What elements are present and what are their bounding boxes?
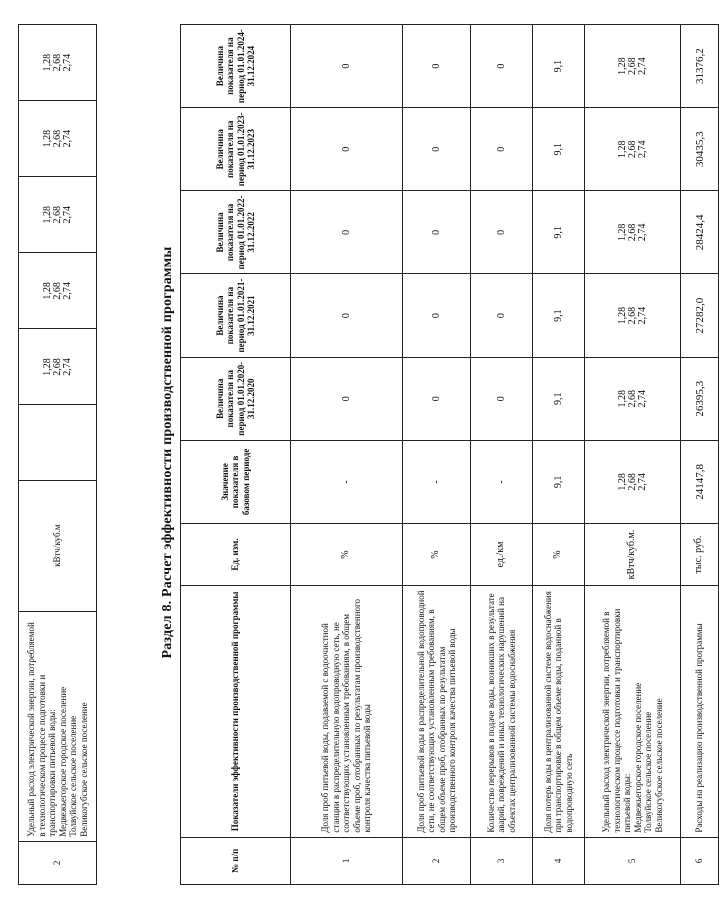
header-indicator: Показатели эффективности производственной программы	[181, 586, 291, 838]
value-line: 2,74	[61, 53, 73, 72]
indicator-cell	[471, 586, 533, 838]
value-cell: 9,1	[533, 274, 585, 357]
place-name: Великогубское сельское поселение	[653, 698, 664, 833]
unit-cell: кВтч/куб.м	[19, 480, 97, 611]
value-cell	[585, 25, 681, 108]
value-cell: 0	[403, 191, 471, 274]
value-line: 2,74	[636, 389, 648, 408]
base-cell	[19, 405, 97, 480]
place-name: Толвуйское сельское поселение	[643, 711, 653, 833]
indicator-text: Доля потерь воды в централизованной системе водоснабжения при транспортировке в общем объеме воды, поданной в водопроводную сеть	[542, 591, 574, 833]
value-cell: 9,1	[533, 25, 585, 108]
value-cell: 9,1	[533, 357, 585, 440]
base-cell: 9,1	[533, 440, 585, 523]
value-list	[43, 333, 73, 400]
unit-cell: %	[533, 523, 585, 585]
value-cell: 0	[471, 25, 533, 108]
value-line: 2,68	[51, 129, 63, 148]
value-cell: 27282,0	[681, 274, 719, 357]
header-2021: Величина показателя на период 01.01.2021-31.12.2021	[181, 274, 291, 357]
value-line: 2,74	[636, 306, 648, 325]
header-2022: Величина показателя на период 01.01.2022-31.12.2022	[181, 191, 291, 274]
indicator-cell	[533, 586, 585, 838]
value-cell: 28424,4	[681, 191, 719, 274]
row-number: 3	[471, 837, 533, 884]
value-list	[43, 105, 73, 172]
value-cell: 0	[471, 357, 533, 440]
value-line: 2,68	[51, 206, 63, 224]
indicator-cell	[681, 586, 719, 838]
indicator-text: Удельный расход электрической энергии, потребляемой в технологическом процессе подготовки и транспортировки питьевой воды:	[601, 608, 632, 833]
indicator-text: Удельный расход электрической энергии, потребляемой в технологическом процессе подготовки и транспортировки питьевой воды:	[26, 622, 57, 837]
value-line: 2,68	[626, 306, 638, 325]
efficiency-table	[180, 24, 719, 885]
value-cell: 0	[291, 191, 403, 274]
indicator-text: Количество перерывов в подаче воды, возникших в результате аварий, повреждений и иных технологических нарушений на объектах централизованной системы водоснабжения	[485, 593, 517, 833]
indicator-text: Доля проб питьевой воды в распределительной водопроводной сети, не соответствующих установленным требованиям, в общем объеме проб, отобранных по результатам производственного контроля качества питьевой воды	[415, 590, 457, 833]
header-base: Значение показателя в базовом периоде	[181, 440, 291, 523]
place-1: Медвежьегорское городское поселение	[57, 686, 68, 837]
place-2: Толвуйское сельское поселение	[68, 715, 78, 837]
value-line: 2,74	[636, 223, 648, 242]
value-line: 1,28	[616, 57, 628, 75]
indicator-cell	[291, 586, 403, 838]
value-cell: 0	[291, 274, 403, 357]
place-name: Медвежьегорское городское поселение	[632, 682, 643, 833]
row-number: 4	[533, 837, 585, 884]
value-cell: 9,1	[533, 191, 585, 274]
section-title: Раздел 8. Расчет эффективности производственной программы	[160, 246, 175, 659]
base-cell: -	[291, 440, 403, 523]
table-row	[585, 25, 681, 885]
header-unit: Ед. изм.	[181, 523, 291, 585]
value-line: 2,68	[51, 282, 63, 300]
row-number: 2	[403, 837, 471, 884]
value-cell	[19, 25, 97, 101]
table-row	[471, 25, 533, 885]
value-line: 2,68	[626, 223, 638, 242]
header-2023: Величина показателя на период 01.01.2023-31.12.2023	[181, 108, 291, 191]
value-line: 2,68	[626, 57, 638, 75]
value-line: 2,74	[61, 358, 73, 376]
value-list	[43, 257, 73, 324]
value-list	[43, 181, 73, 248]
base-cell	[585, 440, 681, 523]
value-line: 2,74	[61, 282, 73, 300]
value-line: 2,68	[626, 473, 638, 491]
header-2020: Величина показателя на период 01.01.2020-31.12.2020	[181, 357, 291, 440]
base-cell: -	[471, 440, 533, 523]
row-number: 2	[19, 841, 97, 884]
table-row	[681, 25, 719, 885]
value-line: 2,74	[636, 140, 648, 159]
value-cell: 0	[403, 108, 471, 191]
value-cell	[19, 101, 97, 177]
row-number: 1	[291, 837, 403, 884]
indicator-text: Расходы на реализацию производственной программы	[694, 623, 705, 833]
value-cell	[19, 253, 97, 329]
table-body	[291, 25, 719, 885]
indicator-text: Доля проб питьевой воды, подаваемой с водоочистной станции в распределительную водопроводную сеть, не соответствующих установленным требованиям, в общем объеме проб, отобранных по результатам производственного контроля качества питьевой воды	[320, 599, 373, 833]
value-line: 1,28	[41, 129, 53, 148]
value-cell: 31376,2	[681, 25, 719, 108]
value-line: 2,68	[626, 389, 638, 408]
value-cell: 0	[291, 108, 403, 191]
header-num: № п/п	[181, 837, 291, 884]
value-cell: 0	[471, 191, 533, 274]
value-line: 2,74	[636, 57, 648, 75]
table-row	[291, 25, 403, 885]
table-row	[403, 25, 471, 885]
value-line: 1,28	[41, 206, 53, 224]
value-line: 1,28	[616, 140, 628, 159]
unit-cell: тыс. руб.	[681, 523, 719, 585]
value-cell: 26395,3	[681, 357, 719, 440]
value-line: 1,28	[41, 282, 53, 300]
table-row	[19, 25, 97, 885]
value-cell: 0	[403, 357, 471, 440]
value-cell: 0	[291, 25, 403, 108]
unit-cell: %	[291, 523, 403, 585]
value-cell: 30435,3	[681, 108, 719, 191]
table-row	[533, 25, 585, 885]
value-line: 2,68	[626, 140, 638, 159]
indicator-cell	[585, 586, 681, 838]
value-cell: 0	[471, 274, 533, 357]
indicator-cell	[403, 586, 471, 838]
value-line: 2,68	[51, 358, 63, 376]
row-number: 6	[681, 837, 719, 884]
value-cell	[19, 177, 97, 253]
value-line: 1,28	[616, 473, 628, 491]
value-cell: 0	[291, 357, 403, 440]
base-cell: -	[403, 440, 471, 523]
value-list	[43, 29, 73, 96]
indicator-cell	[19, 611, 97, 841]
value-line: 1,28	[41, 53, 53, 72]
value-cell	[585, 191, 681, 274]
value-cell	[19, 329, 97, 405]
header-row	[181, 25, 291, 885]
value-line: 2,74	[61, 206, 73, 224]
top-table	[18, 24, 97, 885]
value-cell: 9,1	[533, 108, 585, 191]
row-number: 5	[585, 837, 681, 884]
value-line: 1,28	[616, 389, 628, 408]
unit-cell: %	[403, 523, 471, 585]
value-line: 1,28	[41, 358, 53, 376]
value-line: 2,74	[61, 129, 73, 148]
value-cell: 0	[471, 108, 533, 191]
value-cell	[585, 357, 681, 440]
value-cell	[585, 108, 681, 191]
unit-cell: ед./км	[471, 523, 533, 585]
value-line: 1,28	[616, 306, 628, 325]
header-2024: Величина показателя на период 01.01.2024-31.12.2024	[181, 25, 291, 108]
place-3: Великогубское сельское поселение	[78, 702, 89, 837]
value-line: 2,74	[636, 473, 648, 491]
value-cell: 0	[403, 25, 471, 108]
unit-cell: кВтч/куб.м.	[585, 523, 681, 585]
value-line: 1,28	[616, 223, 628, 242]
value-cell	[585, 274, 681, 357]
base-cell: 24147,8	[681, 440, 719, 523]
value-cell: 0	[403, 274, 471, 357]
value-line: 2,68	[51, 53, 63, 72]
